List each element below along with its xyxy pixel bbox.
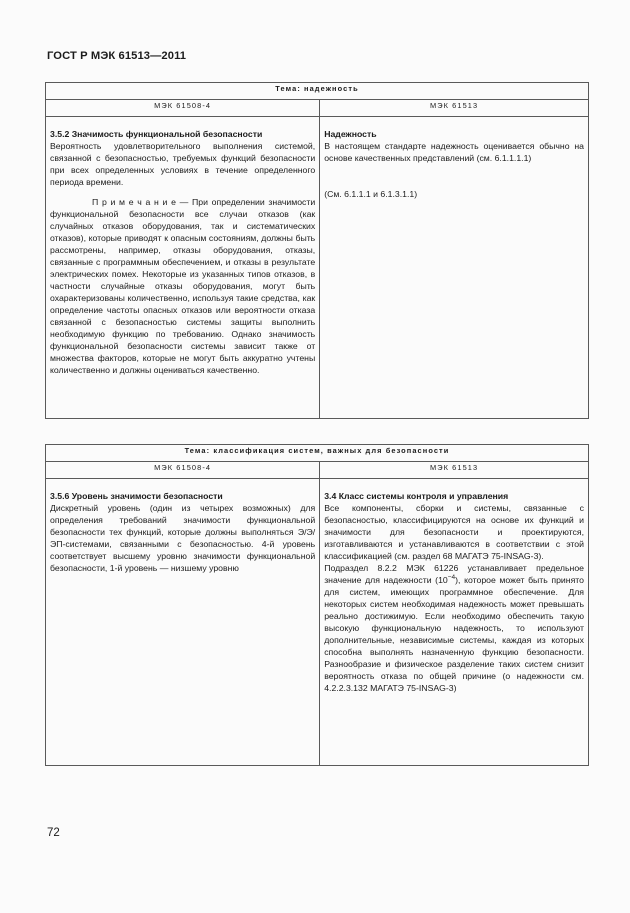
definition-text: Вероятность удовлетворительного выполнения системой, связанной с безопасностью, требуемых функций безопасности при всех определенных условиях в течение определенного периода времени.: [50, 141, 316, 187]
text-part: Подраздел 8.2.2 МЭК 61226 устанавливает предельное значение для надежности (10: [324, 563, 584, 585]
right-definition-cell: [320, 479, 589, 766]
right-definition-cell: [320, 117, 589, 419]
comparison-table-reliability: [45, 82, 589, 419]
document-header: ГОСТ Р МЭК 61513—2011: [47, 50, 187, 62]
definition-text: Все компоненты, сборки и системы, связанные с безопасностью, классифицируются на основе их функций и значимости для безопасности и проектируются, изготавливаются и устанавливаются в соответствии с этой классификацией (см. раздел 68 МАГАТЭ 75-INSAG-3).: [324, 503, 584, 561]
term-title: Надежность: [324, 129, 377, 139]
page-number: 72: [47, 827, 60, 839]
left-definition-cell: [46, 117, 320, 419]
exponent: −4: [447, 574, 456, 582]
column-header-iec-61508-4: МЭК 61508-4: [46, 100, 320, 117]
comparison-table-classification: [45, 444, 589, 766]
term-title: 3.5.2 Значимость функциональной безопасности: [50, 129, 263, 139]
text-part: ), которое может быть принято для систем, имеющих программное обеспечение. Для некоторых систем необходимая надежность может превышать реально достижимую. Если необходимо обеспечить такую высокую функциональную надежность, то используют дополнительные, независимые системы, каждая из которых способна выполнять назначенную функцию безопасности. Разнообразие и физическое разделение таких систем снизит вероятность отказа по общей причине (о надежности см. 4.2.2.3.132 МАГАТЭ 75-INSAG-3): [324, 575, 585, 693]
left-definition-cell: [46, 479, 320, 766]
definition-note: П р и м е ч а н и е — При определении значимости функциональной безопасности все случаи отказов (как случайных отказов оборудования, так и систематических отказов), которые приводят к опасным состояниям, должны быть рассмотрены, например, отказы оборудования, отказы, связанные с программным обеспечением, и отказы в результате электрических помех. Некоторые из указанных типов отказов, в частности случайные отказы оборудования, могут быть охарактеризованы количественно, используя такие средства, как определение частоты опасных отказов или вероятности отказа связанной с безопасностью системы защиты выполнить необходимую функцию по требованию. Однако значимость функциональной безопасности системы зависит также от множества факторов, которые не могут быть аккуратно учтены количественно и должны оцениваться качественно.: [50, 197, 316, 375]
definition-text: В настоящем стандарте надежность оценивается обычно на основе качественных представлений (см. 6.1.1.1.1): [324, 141, 584, 163]
definition-text: Дискретный уровень (один из четырех возможных) для определения требований значимости функциональной безопасности тех функций, которые должны выполняться Э/Э/ЭП-системами, связанными с безопасностью. 4-й уровень соответствует высшему уровню значимости функциональной безопасности, 1-й уровень — низшему уровню: [50, 503, 316, 573]
column-header-iec-61508-4: МЭК 61508-4: [46, 462, 320, 479]
definition-text-continued: [324, 562, 584, 694]
term-title: 3.5.6 Уровень значимости безопасности: [50, 491, 223, 501]
table-topic: Тема: классификация систем, важных для безопасности: [46, 445, 589, 462]
column-header-iec-61513: МЭК 61513: [320, 100, 589, 117]
term-title: 3.4 Класс системы контроля и управления: [324, 491, 509, 501]
table-topic: Тема: надежность: [46, 83, 589, 100]
column-header-iec-61513: МЭК 61513: [320, 462, 589, 479]
definition-reference: (См. 6.1.1.1 и 6.1.3.1.1): [324, 189, 418, 199]
